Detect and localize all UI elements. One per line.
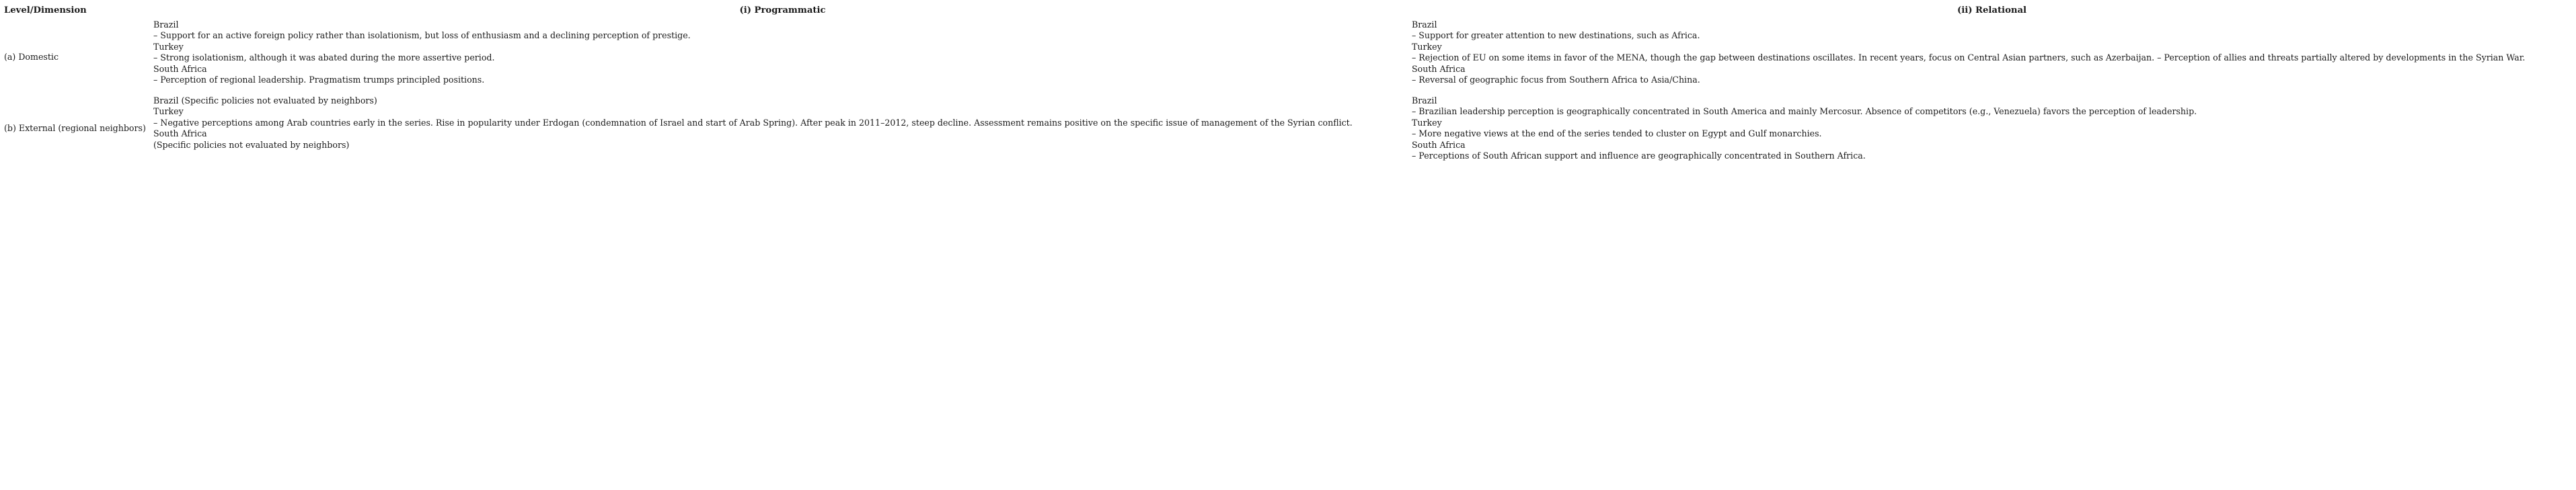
country-block-brazil	[1412, 19, 2572, 42]
table-row-domestic	[4, 19, 2572, 95]
comparison-table	[4, 5, 2572, 162]
bullet-text: – Reversal of geographic focus from Southern Africa to Asia/China.	[1412, 75, 1700, 85]
bullet-text: – Negative perceptions among Arab countries early in the series. Rise in popularity under Erdogan (condemnation of Israel and start of Arab Spring). After peak in 2011–2012, steep decline. Assessment remains positive on the specific issue of management of the Syrian conflict.	[153, 117, 1353, 128]
country-block-brazil	[153, 19, 1412, 42]
country-block-turkey	[1412, 118, 2572, 140]
bullet-text: – Perception of regional leadership. Pragmatism trumps principled positions.	[153, 75, 485, 85]
country-name: Brazil	[1412, 19, 1437, 30]
country-block-brazil	[153, 95, 1412, 107]
country-name: South Africa	[153, 128, 207, 138]
country-block-turkey	[1412, 42, 2572, 64]
note-text: (Specific policies not evaluated by neighbors)	[153, 139, 350, 150]
country-name: Brazil (Specific policies not evaluated by neighbors)	[153, 95, 377, 106]
bullet-text: – Brazilian leadership perception is geographically concentrated in South America and mainly Mercosur. Absence of competitors (e.g., Venezuela) favors the perception of leadership.	[1412, 106, 2197, 116]
row-label-domestic: (a) Domestic	[4, 51, 59, 62]
country-name: Turkey	[1412, 117, 1442, 128]
bullet-text: – Perceptions of South African support and influence are geographically concentrated in Southern Africa.	[1412, 151, 1866, 161]
bullet-text: – Strong isolationism, although it was abated during the more assertive period.	[153, 52, 495, 63]
header-row	[4, 5, 2572, 19]
bullet-text: – Support for an active foreign policy rather than isolationism, but loss of enthusiasm and a declining perception of prestige.	[153, 30, 691, 40]
country-name: Turkey	[153, 41, 184, 52]
country-name: Brazil	[1412, 95, 1437, 106]
country-name: Turkey	[153, 106, 184, 116]
row-label-external: (b) External (regional neighbors)	[4, 122, 146, 133]
country-name: Turkey	[1412, 41, 1442, 52]
country-name: South Africa	[1412, 63, 1466, 74]
cell-domestic-relational	[1412, 19, 2572, 95]
country-block-south-africa	[153, 128, 1412, 151]
country-block-turkey	[153, 42, 1412, 64]
bullet-text: – More negative views at the end of the series tended to cluster on Egypt and Gulf monarchies.	[1412, 128, 1822, 138]
country-block-brazil	[1412, 95, 2572, 118]
header-dimension: Level/Dimension	[4, 5, 87, 15]
country-block-south-africa	[153, 64, 1412, 86]
cell-external-programmatic	[153, 95, 1412, 162]
country-block-south-africa	[1412, 140, 2572, 162]
country-name: South Africa	[153, 63, 207, 74]
country-name: Brazil	[153, 19, 179, 30]
header-relational: (ii) Relational	[1957, 5, 2027, 15]
country-block-turkey	[153, 106, 1412, 128]
bullet-text: – Rejection of EU on some items in favor of the MENA, though the gap between destinations oscillates. In recent years, focus on Central Asian partners, such as Azerbaijan. – Perception of allies and threats partially altered by developments in the Syrian War.	[1412, 52, 2526, 63]
country-name: South Africa	[1412, 139, 1466, 150]
cell-domestic-programmatic	[153, 19, 1412, 95]
cell-external-relational	[1412, 95, 2572, 162]
header-programmatic: (i) Programmatic	[739, 5, 826, 15]
table-row-external	[4, 95, 2572, 162]
country-block-south-africa	[1412, 64, 2572, 86]
bullet-text: – Support for greater attention to new destinations, such as Africa.	[1412, 30, 1700, 40]
